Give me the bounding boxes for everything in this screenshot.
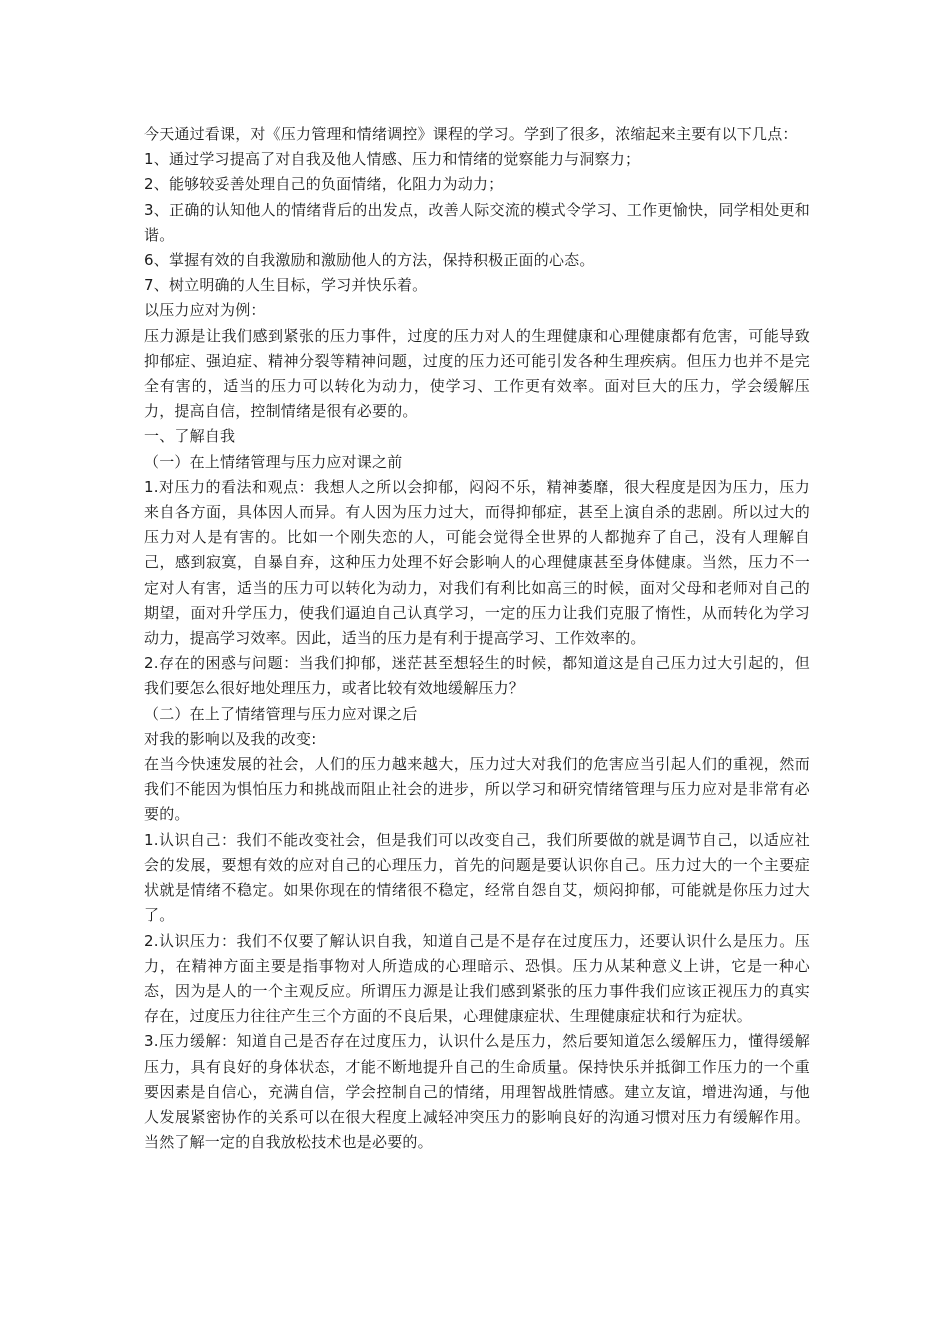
list-item: 2、能够较妥善处理自己的负面情绪，化阻力为动力； (144, 175, 504, 194)
list-item: 1、通过学习提高了对自我及他人情感、压力和情绪的觉察能力与洞察力； (144, 150, 641, 169)
intro-paragraph: 今天通过看课，对《压力管理和情绪调控》课程的学习。学到了很多，浓缩起来主要有以下几点： (144, 125, 798, 143)
body-paragraph: 3.压力缓解：知道自己是否存在过度压力，认识什么是压力，然后要知道怎么缓解压力，懂得缓解压力，具有良好的身体状态，才能不断地提升自己的生命质量。保持快乐并抵御工作压力的一个重要因素是自信心，充满自信，学会控制自己的情绪，用理智战胜情感。建立友谊，增进沟通，与他人发展紧密协作的关系可以在很大程度上减轻冲突压力的影响良好的沟通习惯对压力有缓解作用。当然了解一定的自我放松技术也是必要的。 (144, 1032, 810, 1152)
list-item: 3、正确的认知他人的情绪背后的出发点，改善人际交流的模式令学习、工作更愉快，同学相处更和谐。 (144, 200, 810, 244)
section-heading: 一、了解自我 (144, 427, 236, 446)
subsection-heading: （一）在上情绪管理与压力应对课之前 (144, 452, 403, 471)
subsection-heading: （二）在上了情绪管理与压力应对课之后 (144, 704, 418, 723)
example-heading: 以压力应对为例： (144, 301, 266, 320)
body-paragraph: 2.认识压力：我们不仅要了解认识自我，知道自己是不是存在过度压力，还要认识什么是压力。压力，在精神方面主要是指事物对人所造成的心理暗示、恐惧。压力从某种意义上讲，它是一种心态，因为是人的一个主观反应。所谓压力源是让我们感到紧张的压力事件我们应该正视压力的真实存在，过度压力往往产生三个方面的不良后果，心理健康症状、生理健康症状和行为症状。 (144, 931, 810, 1026)
document-body (144, 122, 810, 1155)
body-paragraph: 压力源是让我们感到紧张的压力事件，过度的压力对人的生理健康和心理健康都有危害，可能导致抑郁症、强迫症、精神分裂等精神问题，过度的压力还可能引发各种生理疾病。但压力也并不是完全有害的，适当的压力可以转化为动力，使学习、工作更有效率。面对巨大的压力，学会缓解压力，提高自信，控制情绪是很有必要的。 (144, 326, 810, 421)
body-paragraph: 1.对压力的看法和观点：我想人之所以会抑郁，闷闷不乐，精神萎靡，很大程度是因为压力，压力来自各方面，具体因人而异。有人因为压力过大，而得抑郁症，甚至上演自杀的悲剧。所以过大的压力对人是有害的。比如一个刚失恋的人，可能会觉得全世界的人都抛弃了自己，没有人理解自己，感到寂寞，自暴自弃，这种压力处理不好会影响人的心理健康甚至身体健康。当然，压力不一定对人有害，适当的压力可以转化为动力，对我们有利比如高三的时候，面对父母和老师对自己的期望，面对升学压力，使我们逼迫自己认真学习，一定的压力让我们克服了惰性，从而转化为学习动力，提高学习效率。因此，适当的压力是有利于提高学习、工作效率的。 (144, 477, 810, 648)
body-paragraph: 对我的影响以及我的改变: (144, 729, 317, 748)
body-paragraph: 1.认识自己：我们不能改变社会，但是我们可以改变自己，我们所要做的就是调节自己，以适应社会的发展，要想有效的应对自己的心理压力，首先的问题是要认识你自己。压力过大的一个主要症状就是情绪不稳定。如果你现在的情绪很不稳定，经常自怨自艾，烦闷抑郁，可能就是你压力过大了。 (144, 830, 810, 925)
list-item: 6、掌握有效的自我激励和激励他人的方法，保持积极正面的心态。 (144, 251, 595, 270)
body-paragraph: 2.存在的困惑与问题：当我们抑郁，迷茫甚至想轻生的时候，都知道这是自己压力过大引起的，但我们要怎么很好地处理压力，或者比较有效地缓解压力？ (144, 654, 810, 698)
body-paragraph: 在当今快速发展的社会，人们的压力越来越大，压力过大对我们的危害应当引起人们的重视，然而我们不能因为惧怕压力和挑战而阻止社会的进步，所以学习和研究情绪管理与压力应对是非常有必要的。 (144, 755, 810, 824)
list-item: 7、树立明确的人生目标，学习并快乐着。 (144, 276, 428, 295)
